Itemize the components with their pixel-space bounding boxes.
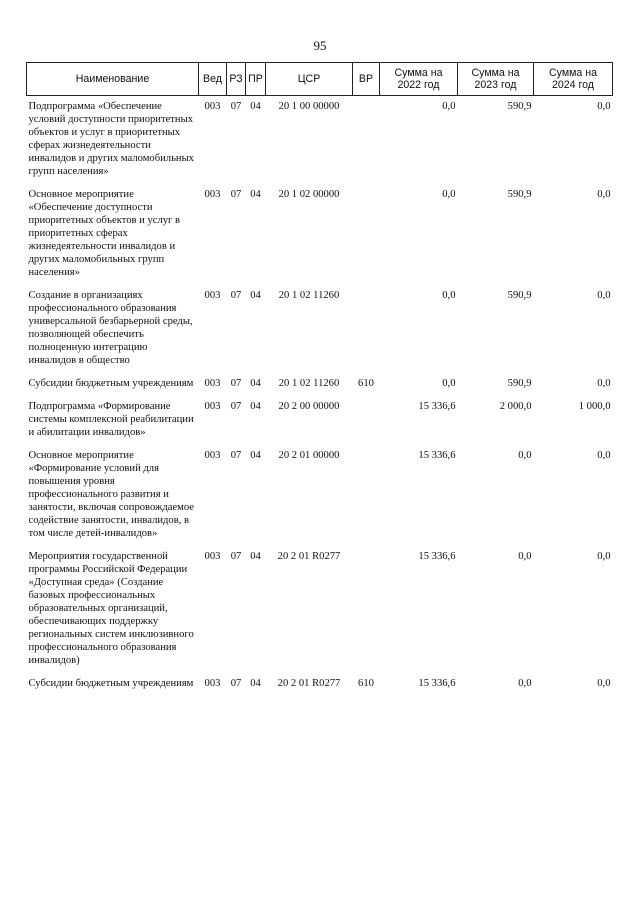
cell-pr: 04 <box>250 189 261 200</box>
cell-sum-2023: 590,9 <box>507 378 532 389</box>
cell-rz: 07 <box>230 101 242 112</box>
cell-sum-2023: 0,0 <box>518 450 532 461</box>
cell-sum-2023: 2 000,0 <box>499 401 532 412</box>
cell-sum-2022: 15 336,6 <box>418 401 456 412</box>
cell-sum-2024: 0,0 <box>597 551 611 562</box>
cell-sum-2022: 15 336,6 <box>418 450 456 461</box>
col-header-sum-2024: Сумма на 2024 год <box>534 63 613 96</box>
cell-sum-2022: 0,0 <box>442 290 456 301</box>
cell-vr <box>353 285 380 373</box>
cell-sum-2023: 590,9 <box>507 290 532 301</box>
cell-name: Создание в организациях профессионального образования универсальной безбарьерной среды, позволяющей обеспечить полноценную интеграцию инвалидов в общество <box>28 290 193 366</box>
cell-rz: 07 <box>230 450 242 461</box>
cell-ved: 003 <box>204 401 221 412</box>
cell-csr: 20 1 02 11260 <box>278 378 340 389</box>
table-row <box>27 445 613 546</box>
budget-table <box>26 62 613 696</box>
table-header-row <box>27 63 613 96</box>
table-row <box>27 96 613 185</box>
cell-rz: 07 <box>230 290 242 301</box>
table-row <box>27 285 613 373</box>
cell-rz: 07 <box>230 678 242 689</box>
cell-sum-2024: 0,0 <box>597 189 611 200</box>
cell-name: Субсидии бюджетным учреждениям <box>28 678 194 689</box>
cell-csr: 20 2 01 R0277 <box>277 551 341 562</box>
table-row <box>27 373 613 396</box>
cell-sum-2022: 15 336,6 <box>418 678 456 689</box>
table-row <box>27 673 613 696</box>
cell-sum-2024: 1 000,0 <box>578 401 611 412</box>
cell-csr: 20 1 02 11260 <box>278 290 340 301</box>
cell-name: Субсидии бюджетным учреждениям <box>28 378 194 389</box>
cell-sum-2023: 0,0 <box>518 678 532 689</box>
cell-vr <box>353 546 380 673</box>
table-row <box>27 396 613 445</box>
cell-ved: 003 <box>204 551 221 562</box>
cell-pr: 04 <box>250 450 261 461</box>
cell-sum-2024: 0,0 <box>597 290 611 301</box>
cell-name: Мероприятия государственной программы Российской Федерации «Доступная среда» (Создание базовых профессиональных образовательных организаций, обеспечивающих поддержку региональных систем инклюзивного профессионального образования инвалидов) <box>28 551 194 666</box>
page-number: 95 <box>313 38 327 53</box>
cell-name: Основное мероприятие «Формирование условий для повышения уровня профессионального развития и занятости, включая сопровождаемое содействие занятости, инвалидов, в том числе детей-инвалидов» <box>28 450 194 539</box>
col-header-ved: Вед <box>199 63 227 96</box>
cell-vr: 610 <box>358 678 374 689</box>
cell-csr: 20 2 00 00000 <box>278 401 340 412</box>
cell-sum-2022: 15 336,6 <box>418 551 456 562</box>
cell-ved: 003 <box>204 290 221 301</box>
cell-rz: 07 <box>230 401 242 412</box>
cell-name: Основное мероприятие «Обеспечение доступности приоритетных объектов и услуг в приоритетных сферах жизнедеятельности инвалидов и других маломобильных групп населения» <box>28 189 181 278</box>
cell-name: Подпрограмма «Формирование системы комплексной реабилитации и абилитации инвалидов» <box>28 401 194 438</box>
cell-ved: 003 <box>204 450 221 461</box>
cell-sum-2023: 0,0 <box>518 551 532 562</box>
col-header-csr: ЦСР <box>266 63 353 96</box>
cell-pr: 04 <box>250 401 261 412</box>
cell-name: Подпрограмма «Обеспечение условий доступности приоритетных объектов и услуг в приоритетных сферах жизнедеятельности инвалидов и других маломобильных групп населения» <box>28 101 194 177</box>
cell-vr: 610 <box>358 378 374 389</box>
cell-rz: 07 <box>230 551 242 562</box>
col-header-vr: ВР <box>353 63 380 96</box>
cell-vr <box>353 445 380 546</box>
cell-ved: 003 <box>204 678 221 689</box>
cell-ved: 003 <box>204 378 221 389</box>
cell-sum-2022: 0,0 <box>442 378 456 389</box>
cell-rz: 07 <box>230 378 242 389</box>
cell-pr: 04 <box>250 290 261 301</box>
cell-pr: 04 <box>250 101 261 112</box>
cell-vr <box>353 96 380 185</box>
cell-ved: 003 <box>204 101 221 112</box>
cell-sum-2022: 0,0 <box>442 189 456 200</box>
cell-rz: 07 <box>230 189 242 200</box>
cell-sum-2024: 0,0 <box>597 678 611 689</box>
table-row <box>27 546 613 673</box>
col-header-rz: РЗ <box>227 63 246 96</box>
cell-sum-2024: 0,0 <box>597 101 611 112</box>
cell-vr <box>353 184 380 285</box>
cell-ved: 003 <box>204 189 221 200</box>
cell-vr <box>353 396 380 445</box>
cell-pr: 04 <box>250 678 261 689</box>
col-header-sum-2022: Сумма на 2022 год <box>380 63 458 96</box>
col-header-name: Наименование <box>27 63 199 96</box>
cell-sum-2023: 590,9 <box>507 189 532 200</box>
cell-csr: 20 2 01 00000 <box>278 450 340 461</box>
cell-csr: 20 2 01 R0277 <box>277 678 341 689</box>
cell-sum-2024: 0,0 <box>597 378 611 389</box>
table-row <box>27 184 613 285</box>
cell-pr: 04 <box>250 378 261 389</box>
cell-sum-2023: 590,9 <box>507 101 532 112</box>
cell-sum-2022: 0,0 <box>442 101 456 112</box>
col-header-pr: ПР <box>246 63 266 96</box>
cell-csr: 20 1 00 00000 <box>278 101 340 112</box>
cell-sum-2024: 0,0 <box>597 450 611 461</box>
cell-csr: 20 1 02 00000 <box>278 189 340 200</box>
cell-pr: 04 <box>250 551 261 562</box>
col-header-sum-2023: Сумма на 2023 год <box>458 63 534 96</box>
